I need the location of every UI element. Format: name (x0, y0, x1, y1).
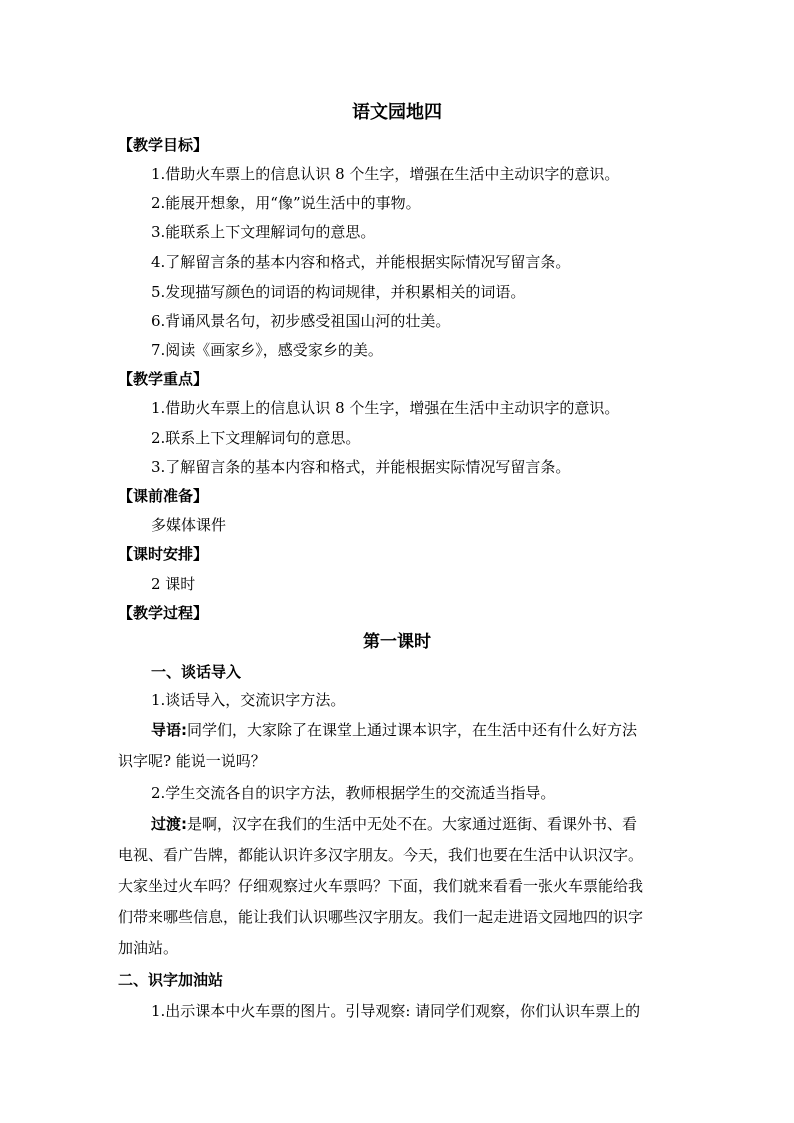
step-text: 2.学生交流各自的识字方法，教师根据学生的交流适当指导。 (151, 784, 556, 802)
preparation-text: 多媒体课件 (151, 516, 227, 534)
key-points-heading: 【教学重点】 (118, 370, 209, 388)
transition-text: 是啊，汉字在我们的生活中无处不在。大家通过逛街、看课外书、看 (187, 815, 638, 833)
transition-text-line: 大家坐过火车吗？仔细观察过火车票吗？下面，我们就来看看一张火车票能给我 (118, 877, 644, 895)
intro-text-line: 识字呢? 能说一说吗？ (118, 752, 266, 770)
schedule-text: 2 课时 (151, 575, 196, 593)
key-point-item: 3.了解留言条的基本内容和格式，并能根据实际情况写留言条。 (151, 458, 571, 476)
step-text: 1.谈话导入，交流识字方法。 (151, 691, 346, 709)
lesson-title: 第一课时 (363, 632, 431, 652)
intro-paragraph (151, 720, 637, 740)
objective-item: 1.借助火车票上的信息认识 8 个生字，增强在生活中主动识字的意识。 (151, 165, 620, 183)
key-point-item: 1.借助火车票上的信息认识 8 个生字，增强在生活中主动识字的意识。 (151, 399, 620, 417)
intro-text: 同学们，大家除了在课堂上通过课本识字，在生活中还有什么好方法 (187, 721, 638, 739)
objectives-heading: 【教学目标】 (118, 136, 209, 154)
schedule-heading: 【课时安排】 (118, 545, 209, 563)
intro-label: 导语: (151, 721, 187, 739)
objective-item: 7.阅读《画家乡》，感受家乡的美。 (151, 341, 383, 359)
objective-item: 2.能展开想象，用“像”说生活中的事物。 (151, 194, 421, 212)
process-heading: 【教学过程】 (118, 604, 209, 622)
transition-paragraph (151, 814, 637, 834)
objective-item: 3.能联系上下文理解词句的意思。 (151, 223, 376, 241)
step-text: 1.出示课本中火车票的图片。引导观察: 请同学们观察，你们认识车票上的 (151, 1002, 641, 1020)
objective-item: 4.了解留言条的基本内容和格式，并能根据实际情况写留言条。 (151, 253, 571, 271)
part1-title: 一、谈话导入 (151, 663, 242, 681)
part2-title: 二、识字加油站 (118, 971, 224, 989)
transition-text-line: 们带来哪些信息，能让我们认识哪些汉字朋友。我们一起走进语文园地四的识字 (118, 908, 644, 926)
objective-item: 6.背诵风景名句，初步感受祖国山河的壮美。 (151, 312, 451, 330)
key-point-item: 2.联系上下文理解词句的意思。 (151, 429, 361, 447)
page-title: 语文园地四 (352, 102, 442, 123)
transition-text-line: 电视、看广告牌，都能认识许多汉字朋友。今天，我们也要在生活中认识汉字。 (118, 846, 644, 864)
objective-item: 5.发现描写颜色的词语的构词规律，并积累相关的词语。 (151, 283, 526, 301)
transition-text-line: 加油站。 (118, 939, 179, 957)
transition-label: 过渡: (151, 815, 187, 833)
preparation-heading: 【课前准备】 (118, 487, 209, 505)
